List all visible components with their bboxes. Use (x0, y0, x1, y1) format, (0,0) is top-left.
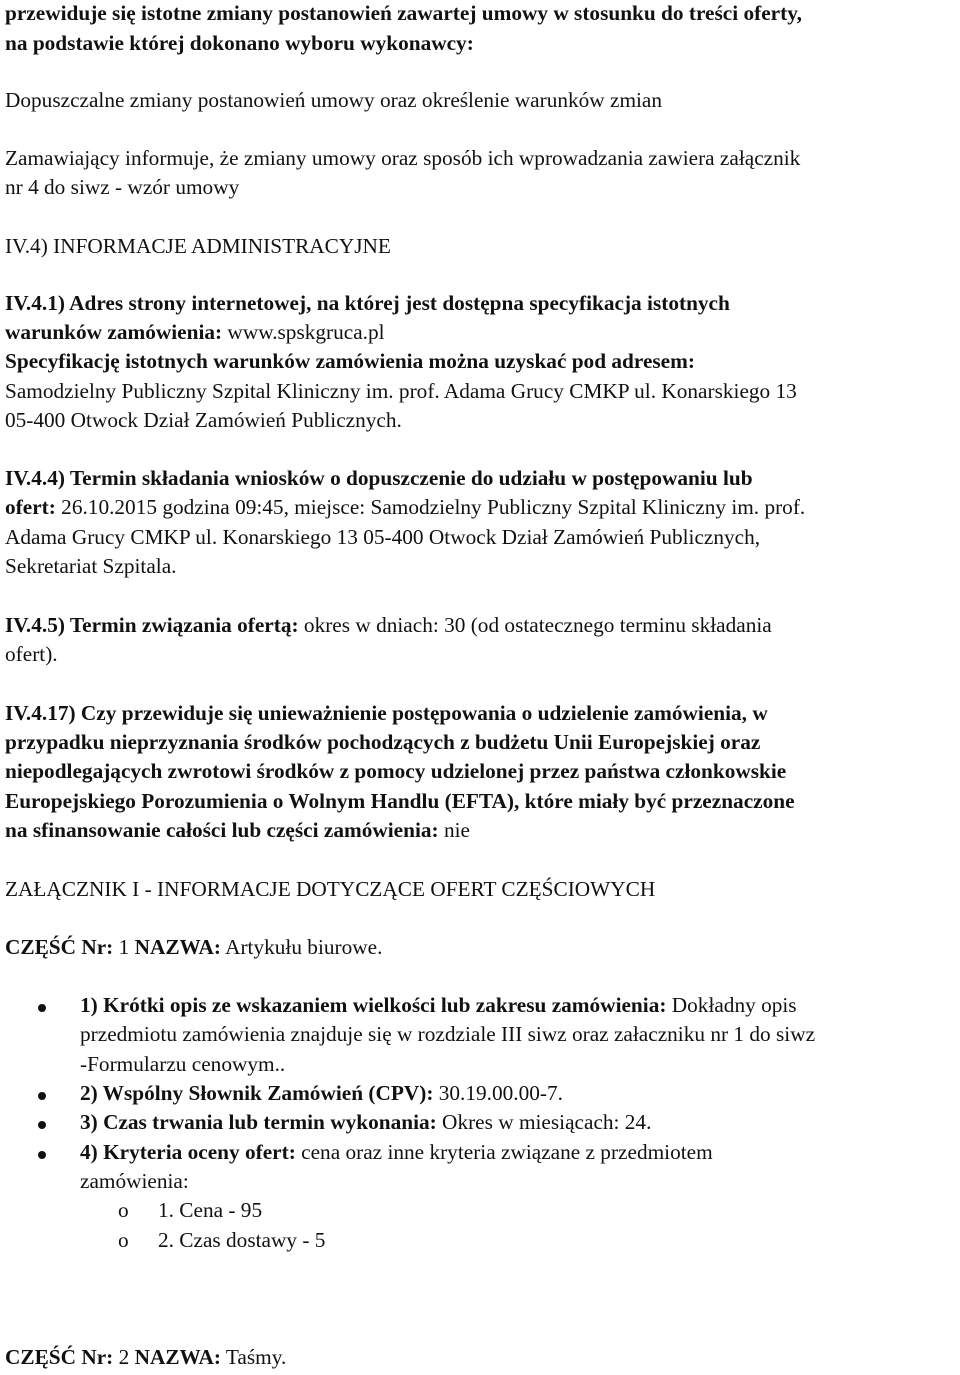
text-line: Sekretariat Szpitala. (5, 554, 177, 578)
text-line: ofert: 26.10.2015 godzina 09:45, miejsce: Samodzielny Publiczny Szpital Kliniczny im. prof. (5, 495, 806, 519)
bullet-icon (38, 1151, 46, 1159)
part-heading: CZĘŚĆ Nr: 2 NAZWA: Taśmy. (5, 1345, 287, 1369)
text-line: ofert). (5, 642, 58, 666)
text-line: przedmiotu zamówienia znajduje się w rozdziale III siwz oraz załaczniku nr 1 do siwz (80, 1022, 816, 1046)
text-line: na sfinansowanie całości lub części zamówienia: nie (5, 818, 470, 842)
text-line: niepodlegających zwrotowi środków z pomocy udzielonej przez państwa członkowskie (5, 759, 787, 783)
list-item: 3) Czas trwania lub termin wykonania: Okres w miesiącach: 24. (80, 1110, 652, 1134)
sub-bullet-marker: o (118, 1198, 129, 1222)
text-line: przypadku nieprzyznania środków pochodzących z budżetu Unii Europejskiej oraz (5, 730, 761, 754)
text-line: nr 4 do siwz - wzór umowy (5, 175, 240, 199)
bullet-icon (38, 1121, 46, 1129)
section-heading: ZAŁĄCZNIK I - INFORMACJE DOTYCZĄCE OFERT CZĘŚCIOWYCH (5, 877, 656, 901)
text-line: Adama Grucy CMKP ul. Konarskiego 13 05-400 Otwock Dział Zamówień Publicznych, (5, 525, 761, 549)
sub-list-item: 1. Cena - 95 (158, 1198, 263, 1222)
text-line: IV.4.5) Termin związania ofertą: okres w dniach: 30 (od ostatecznego terminu składania (5, 613, 772, 637)
list-item: 2) Wspólny Słownik Zamówień (CPV): 30.19.00.00-7. (80, 1081, 563, 1105)
text-line: Specyfikację istotnych warunków zamówienia można uzyskać pod adresem: (5, 349, 695, 373)
section-heading: Dopuszczalne zmiany postanowień umowy oraz określenie warunków zmian (5, 88, 663, 112)
sub-list-item: 2. Czas dostawy - 5 (158, 1228, 326, 1252)
sub-bullet-marker: o (118, 1228, 129, 1252)
bullet-icon (38, 1004, 46, 1012)
section-heading: IV.4) INFORMACJE ADMINISTRACYJNE (5, 234, 391, 258)
list-item: 1) Krótki opis ze wskazaniem wielkości lub zakresu zamówienia: Dokładny opis (80, 993, 797, 1017)
bullet-icon (38, 1092, 46, 1100)
text-line: IV.4.4) Termin składania wniosków o dopuszczenie do udziału w postępowaniu lub (5, 466, 753, 490)
text-line: 05-400 Otwock Dział Zamówień Publicznych. (5, 408, 402, 432)
text-line: IV.4.1) Adres strony internetowej, na której jest dostępna specyfikacja istotnych (5, 291, 730, 315)
text-line: IV.4.17) Czy przewiduje się unieważnienie postępowania o udzielenie zamówienia, w (5, 701, 768, 725)
text-line: przewiduje się istotne zmiany postanowień zawartej umowy w stosunku do treści oferty, (5, 1, 803, 25)
text-line: na podstawie której dokonano wyboru wykonawcy: (5, 31, 474, 55)
website-url: www.spskgruca.pl (222, 320, 385, 344)
text-line: Europejskiego Porozumienia o Wolnym Handlu (EFTA), które miały być przeznaczone (5, 789, 795, 813)
text-line: zamówienia: (80, 1169, 189, 1193)
text-line: Samodzielny Publiczny Szpital Kliniczny im. prof. Adama Grucy CMKP ul. Konarskiego 13 (5, 379, 797, 403)
part-heading: CZĘŚĆ Nr: 1 NAZWA: Artykułu biurowe. (5, 935, 383, 959)
text-line: warunków zamówienia: www.spskgruca.pl (5, 320, 385, 344)
list-item: 4) Kryteria oceny ofert: cena oraz inne kryteria związane z przedmiotem (80, 1140, 713, 1164)
text-line: -Formularzu cenowym.. (80, 1052, 286, 1076)
text-line: Zamawiający informuje, że zmiany umowy oraz sposób ich wprowadzania zawiera załącznik (5, 146, 801, 170)
